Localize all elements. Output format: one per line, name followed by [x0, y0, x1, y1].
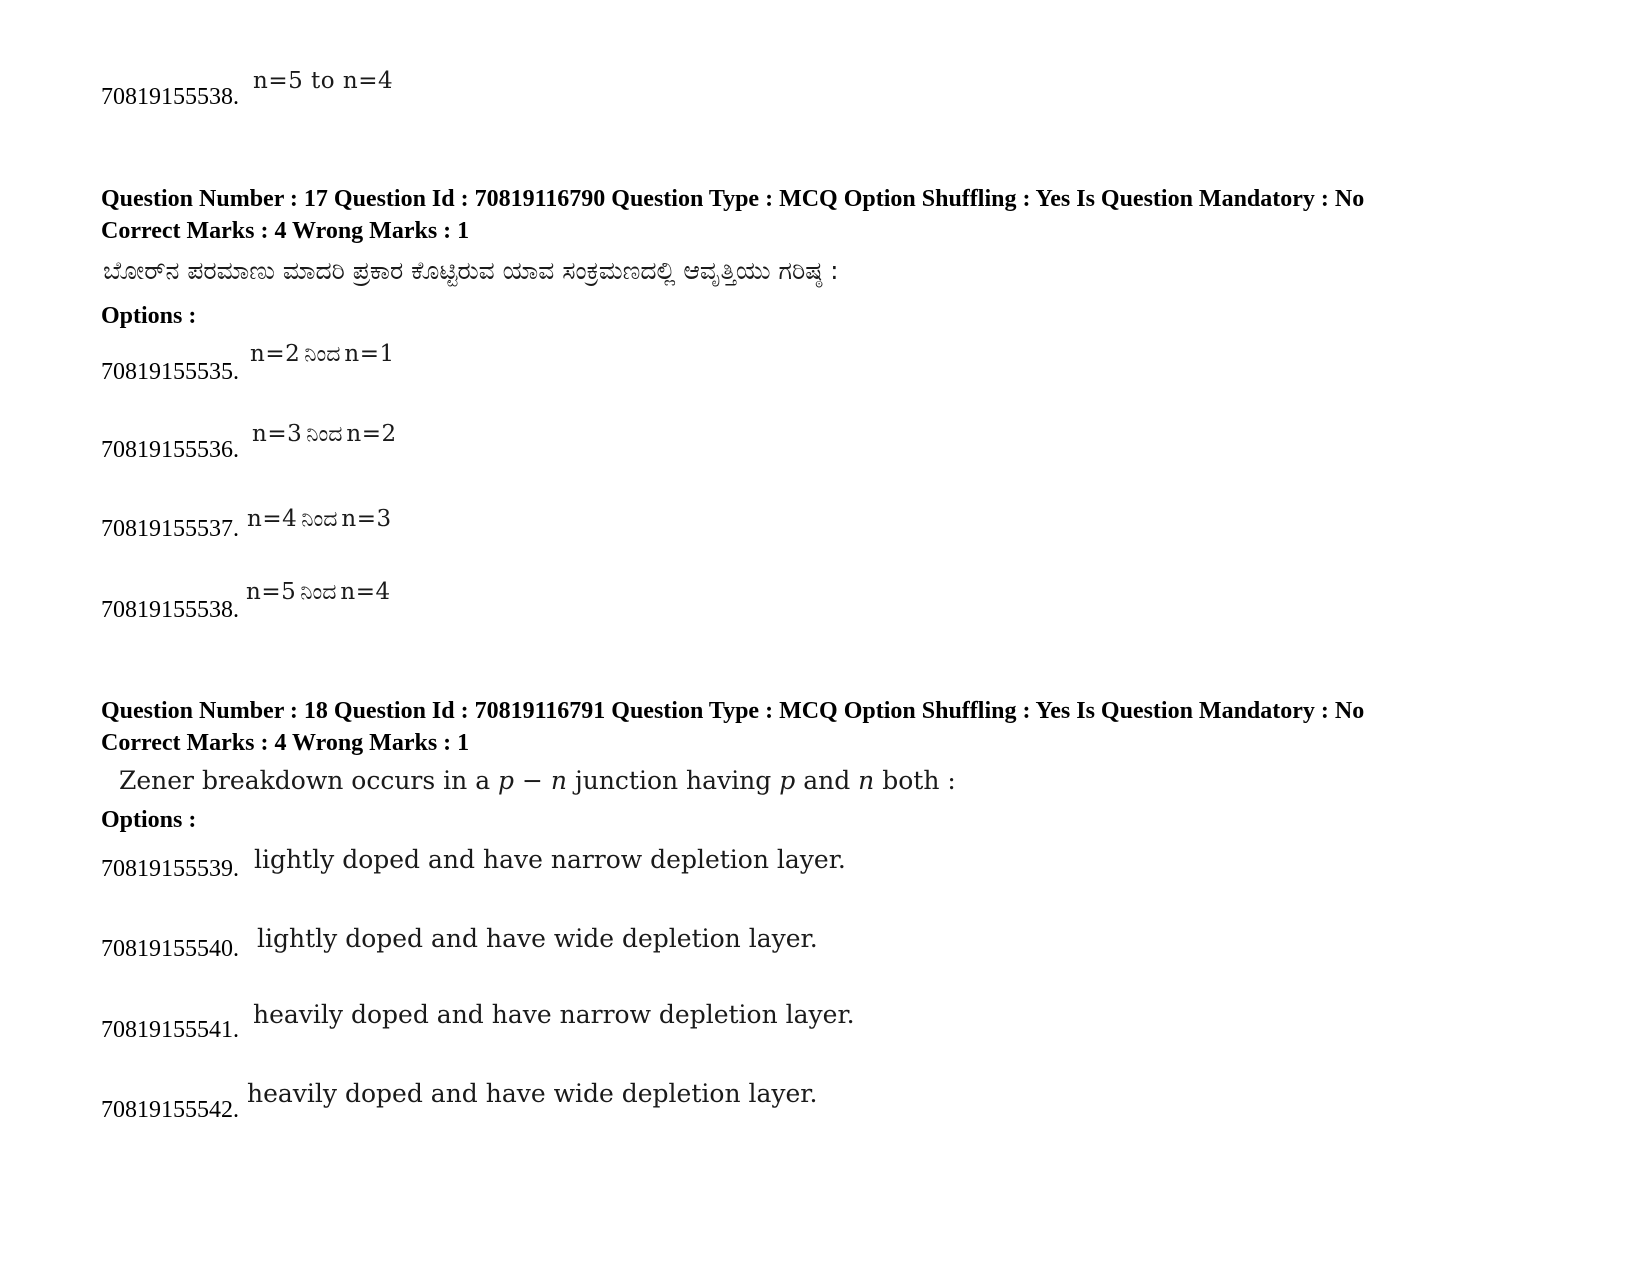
- option-text: heavily doped and have narrow depletion layer.: [253, 1000, 855, 1029]
- option-id: 70819155540.: [101, 936, 239, 962]
- options-label: Options :: [101, 303, 197, 329]
- question-meta-line2: Correct Marks : 4 Wrong Marks : 1: [101, 730, 470, 756]
- option-text: lightly doped and have narrow depletion layer.: [254, 845, 846, 874]
- option-id: 70819155542.: [101, 1097, 239, 1123]
- question-text: Zener breakdown occurs in a p − n junction having p and n both :: [119, 766, 956, 795]
- question-text: ಬೋರ್‌ನ ಪರಮಾಣು ಮಾದರಿ ಪ್ರಕಾರ ಕೊಟ್ಟಿರುವ ಯಾವ ಸಂಕ್ರಮಣದಲ್ಲಿ ಆವೃತ್ತಿಯು ಗರಿಷ್ಠ :: [103, 256, 839, 285]
- question-meta-line1: Question Number : 18 Question Id : 70819116791 Question Type : MCQ Option Shuffling : Yes Is Question Mandatory : No: [101, 698, 1365, 724]
- option-id: 70819155536.: [101, 437, 239, 463]
- question-meta-line1: Question Number : 17 Question Id : 70819116790 Question Type : MCQ Option Shuffling : Yes Is Question Mandatory : No: [101, 186, 1365, 212]
- question-meta-line2: Correct Marks : 4 Wrong Marks : 1: [101, 218, 470, 244]
- option-text: n=3 ನಿಂದ n=2: [252, 421, 397, 447]
- option-text: n=2 ನಿಂದ n=1: [250, 341, 395, 367]
- option-id: 70819155541.: [101, 1017, 239, 1043]
- option-text: lightly doped and have wide depletion layer.: [257, 924, 818, 953]
- option-text: n=5 to n=4: [253, 68, 394, 94]
- option-text: n=4 ನಿಂದ n=3: [247, 506, 392, 532]
- option-id: 70819155538.: [101, 84, 239, 110]
- option-text: heavily doped and have wide depletion layer.: [247, 1079, 818, 1108]
- option-text: n=5 ನಿಂದ n=4: [246, 579, 391, 605]
- options-label: Options :: [101, 807, 197, 833]
- option-id: 70819155539.: [101, 856, 239, 882]
- option-id: 70819155538.: [101, 597, 239, 623]
- option-id: 70819155537.: [101, 516, 239, 542]
- option-id: 70819155535.: [101, 359, 239, 385]
